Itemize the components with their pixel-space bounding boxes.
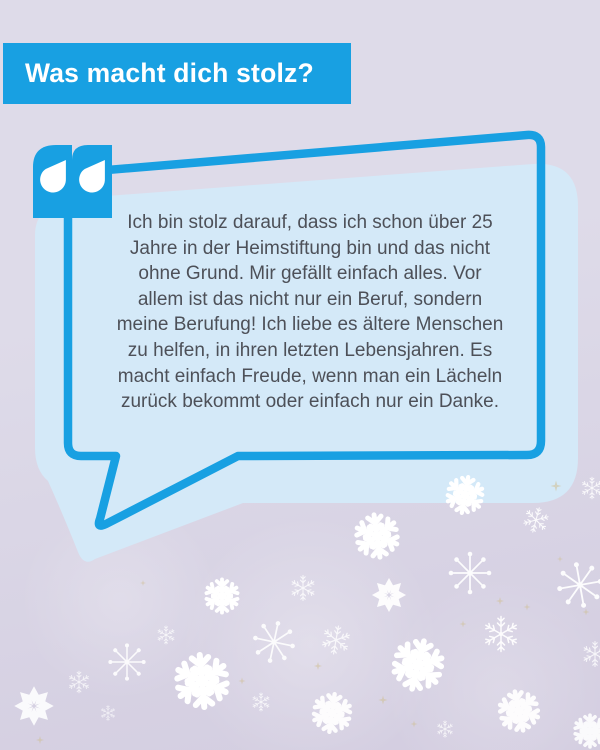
sparkle-icon (239, 678, 246, 685)
sparkle-icon (314, 662, 322, 670)
sparkle-icon (583, 609, 590, 616)
sparkle-icon (557, 556, 563, 562)
snowflake-icon (484, 617, 518, 652)
quote-line: meine Berufung! Ich liebe es ältere Menschen (116, 314, 504, 336)
snowflake-icon (437, 721, 453, 738)
quote-line: zurück bekommt oder einfach nur ein Danke. (120, 391, 500, 413)
snowflake-icon (101, 706, 115, 721)
snowflake-icon (352, 512, 401, 560)
quote-text (117, 210, 504, 415)
double-quote-icon (33, 145, 112, 218)
snowflake-icon (521, 505, 551, 535)
quote-line: zu helfen, in ihren letzten Lebensjahren. Es (127, 339, 493, 361)
quote-line: ohne Grund. Mir gefällt einfach alles. Vor (138, 263, 482, 285)
header-title: Was macht dich stolz? (25, 58, 314, 88)
sparkle-icon (411, 721, 418, 728)
snowflake-icon (574, 715, 600, 747)
snowflake-icon (291, 576, 315, 601)
snowflake-icon (157, 626, 175, 644)
sparkle-icon (460, 621, 467, 628)
snowflake-icon (582, 477, 600, 499)
snowflake-icon (173, 653, 231, 710)
quote-line: macht einfach Freude, wenn man ein Lächeln (117, 365, 503, 387)
snowflake-icon (553, 558, 600, 611)
snowflake-icon (69, 671, 90, 693)
quote-line: Ich bin stolz darauf, dass ich schon über 25 (127, 212, 493, 233)
snowflake-icon (388, 635, 449, 695)
snowflake-icon (108, 643, 145, 680)
snowflake-icon (495, 687, 543, 734)
snowflake-icon (310, 691, 354, 734)
snowflake-icon (449, 552, 492, 595)
snowflake-icon (249, 617, 300, 668)
snowflake-icon (14, 686, 53, 725)
sparkle-icon (496, 597, 504, 605)
quote-line: Jahre in der Heimstiftung bin und das nicht (129, 237, 491, 259)
sparkle-icon (36, 736, 44, 744)
snowflake-icon (583, 642, 600, 667)
snowflake-icon (320, 624, 352, 657)
sparkle-icon (379, 696, 388, 705)
snowflake-icon (372, 578, 406, 612)
sparkle-icon (140, 580, 146, 586)
quote-line: allem ist das nicht nur ein Beruf, sondern (137, 288, 483, 310)
snowflake-icon (252, 693, 270, 711)
snowflake-icon (205, 579, 239, 612)
sparkle-icon (524, 604, 531, 611)
